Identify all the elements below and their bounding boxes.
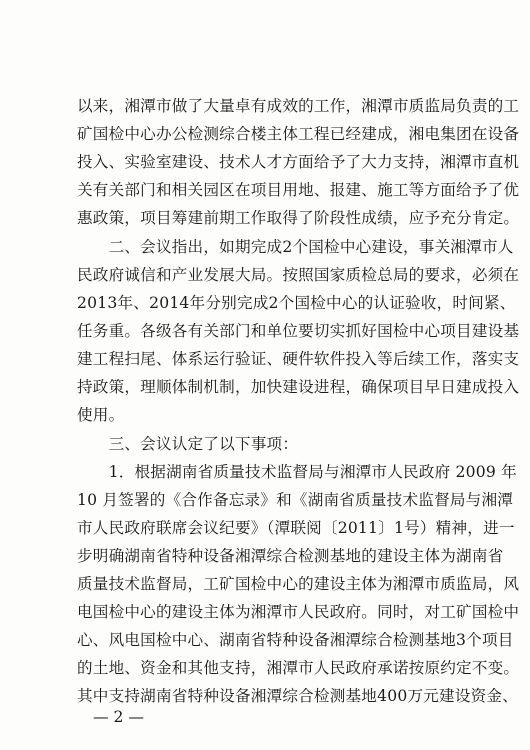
body-text-line: 市人民政府联席会议纪要》（潭联阅〔2011〕1号）精神，进一 [77, 519, 515, 537]
body-text-line: 关有关部门和相关园区在项目用地、报建、施工等方面给予了优 [77, 181, 520, 199]
body-text-line: 任务重。各级各有关部门和单位要切实抓好国检中心项目建设基 [77, 322, 520, 340]
body-text-line: 步明确湖南省特种设备湘潭综合检测基地的建设主体为湖南省 [77, 547, 504, 565]
body-text-line: 惠政策，项目筹建前期工作取得了阶段性成绩，应予充分肯定。 [77, 209, 520, 227]
body-text-line: 持政策，理顺体制机制，加快建设进程，确保项目早日建成投入 [77, 378, 520, 396]
page-number: — 2 — [93, 708, 145, 726]
body-text-line: 质量技术监督局，工矿国检中心的建设主体为湘潭市质监局，风 [77, 575, 520, 593]
body-text-line: 民政府诚信和产业发展大局。按照国家质检总局的要求，必须在 [77, 266, 520, 284]
body-text-line: 投入、实验室建设、技术人才方面给予了大力支持，湘潭市直机 [77, 153, 520, 171]
section-two-text-line: 二、会议指出，如期完成2个国检中心建设，事关湘潭市人 [77, 238, 514, 256]
body-text-line: 心、风电国检中心、湖南省特种设备湘潭综合检测基地3个项目 [77, 631, 514, 649]
section-three-heading-line: 三、会议认定了以下事项： [77, 435, 299, 453]
body-text-line: 2013年、2014年分别完成2个国检中心的认证验收，时间紧、 [77, 294, 516, 312]
body-text-line: 矿国检中心办公检测综合楼主体工程已经建成，湘电集团在设备 [77, 125, 520, 143]
item-one-text-line: 1．根据湖南省质量技术监督局与湘潭市人民政府 2009 年 [77, 463, 517, 481]
body-text-line: 建工程扫尾、体系运行验证、硬件软件投入等后续工作，落实支 [77, 350, 520, 368]
body-text-line: 以来，湘潭市做了大量卓有成效的工作，湘潭市质监局负责的工 [77, 97, 520, 115]
body-text-line: 其中支持湖南省特种设备湘潭综合检测基地400万元建设资金、 [77, 687, 519, 705]
body-text-line: 的土地、资金和其他支持，湘潭市人民政府承诺按原约定不变。 [77, 659, 520, 677]
body-text-line: 电国检中心的建设主体为湘潭市人民政府。同时，对工矿国检中 [77, 603, 520, 621]
body-text-line: 10 月签署的《合作备忘录》和《湖南省质量技术监督局与湘潭 [77, 491, 514, 509]
body-text-line: 使用。 [77, 406, 125, 424]
